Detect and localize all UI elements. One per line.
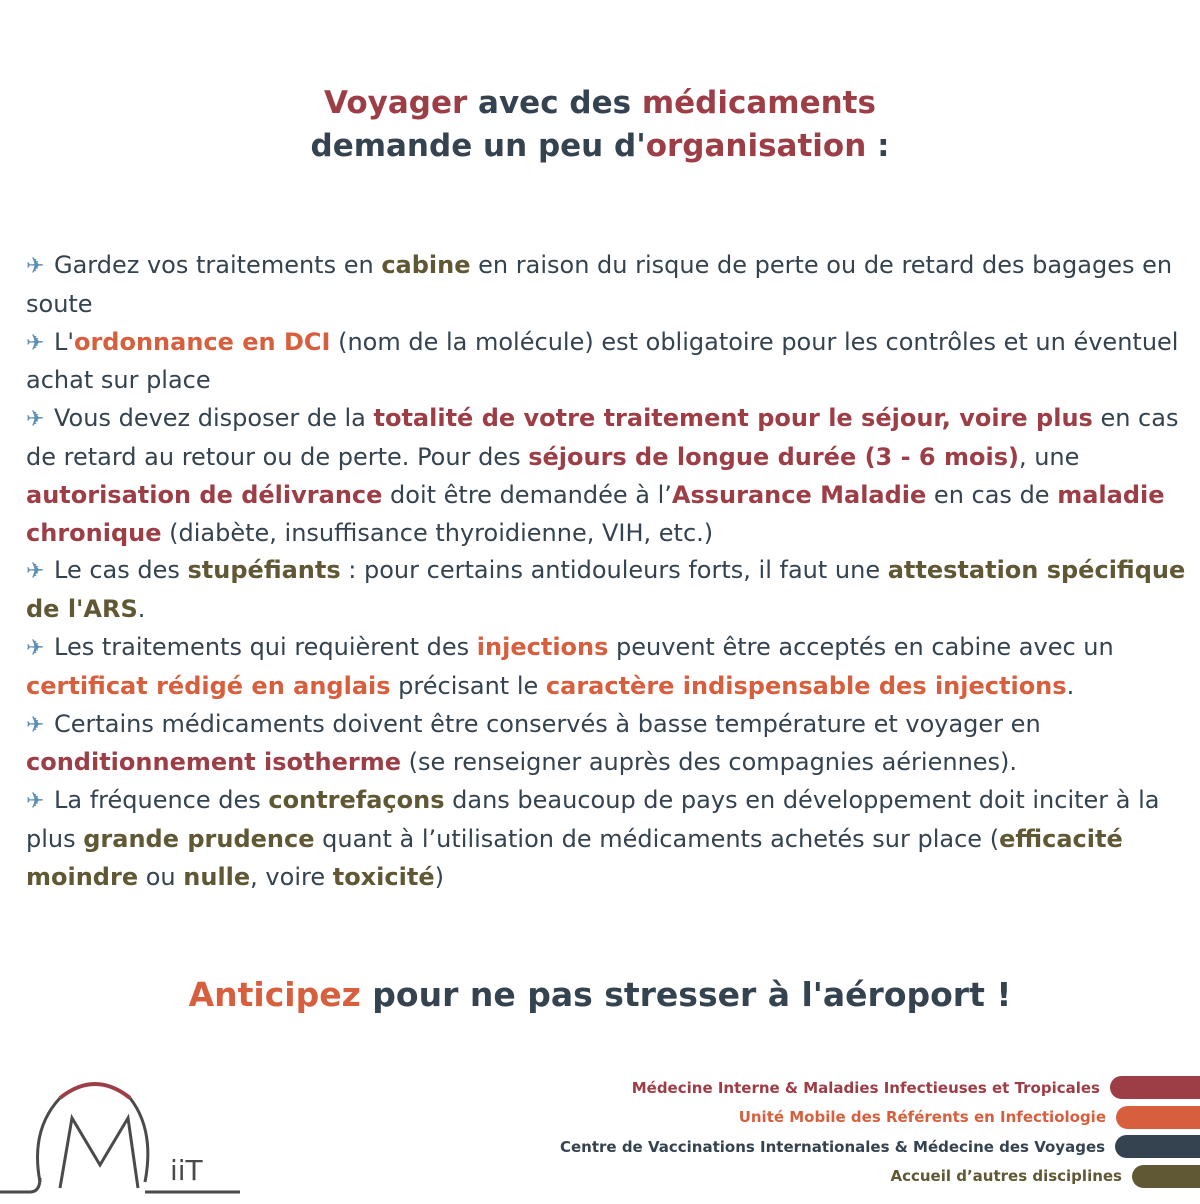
department-legend bbox=[560, 1074, 1200, 1192]
title-segment: Voyager bbox=[324, 85, 468, 121]
legend-row bbox=[560, 1133, 1200, 1160]
advice-item bbox=[26, 706, 1186, 783]
advice-text: Certains médicaments doivent être conservés à basse température et voyager en bbox=[54, 709, 1041, 738]
advice-text: Les traitements qui requièrent des bbox=[54, 632, 477, 661]
miit-logo bbox=[0, 1070, 240, 1200]
highlight-text: cabine bbox=[381, 251, 471, 279]
closing-message bbox=[0, 975, 1200, 1014]
highlight-text: attestation spécifique de l'ARS bbox=[26, 556, 1186, 624]
advice-text: en raison du risque de perte ou de retard des bagages en soute bbox=[26, 251, 1173, 318]
highlight-text: autorisation de délivrance bbox=[26, 480, 383, 509]
highlight-text: caractère indispensable des injections bbox=[545, 671, 1067, 700]
highlight-text: conditionnement isotherme bbox=[26, 748, 401, 777]
advice-item bbox=[26, 552, 1186, 629]
advice-item bbox=[26, 629, 1186, 706]
page-title bbox=[0, 82, 1200, 168]
legend-row bbox=[560, 1074, 1200, 1101]
advice-text: L' bbox=[54, 327, 74, 356]
advice-text: précisant le bbox=[390, 671, 546, 700]
legend-color-bar bbox=[1116, 1106, 1200, 1129]
airplane-icon: ✈ bbox=[26, 330, 45, 356]
advice-list bbox=[26, 247, 1186, 897]
highlight-text: séjours de longue durée (3 - 6 mois) bbox=[528, 442, 1019, 471]
advice-text: en cas de retard au retour ou de perte. Pour des bbox=[26, 404, 1179, 471]
title-line-2 bbox=[0, 125, 1200, 168]
highlight-text: maladie chronique bbox=[26, 480, 1165, 547]
advice-text: (se renseigner auprès des compagnies aériennes). bbox=[401, 748, 1018, 777]
advice-text: dans beaucoup de pays en développement doit inciter à la plus bbox=[26, 786, 1160, 853]
closing-highlight: Anticipez bbox=[188, 975, 361, 1014]
legend-label: Centre de Vaccinations Internationales & Médecine des Voyages bbox=[560, 1137, 1106, 1156]
title-segment: médicaments bbox=[641, 85, 876, 121]
highlight-text: nulle bbox=[183, 862, 251, 891]
advice-text: ou bbox=[138, 862, 184, 891]
highlight-text: ordonnance en DCI bbox=[73, 327, 331, 356]
title-segment: organisation bbox=[645, 128, 867, 164]
advice-text: Le cas des bbox=[54, 556, 188, 585]
airplane-icon: ✈ bbox=[26, 254, 45, 279]
airplane-icon: ✈ bbox=[26, 789, 45, 815]
advice-text: : pour certains antidouleurs forts, il faut une bbox=[340, 556, 888, 585]
highlight-text: grande prudence bbox=[83, 824, 315, 853]
advice-text: La fréquence des bbox=[54, 786, 269, 815]
logo-text: iiT bbox=[170, 1154, 203, 1187]
advice-text: en cas de bbox=[926, 480, 1058, 509]
advice-text: Gardez vos traitements en bbox=[54, 251, 382, 279]
legend-color-bar bbox=[1110, 1076, 1200, 1099]
highlight-text: contrefaçons bbox=[268, 786, 445, 815]
title-segment: avec des bbox=[467, 85, 642, 121]
legend-row bbox=[560, 1104, 1200, 1131]
highlight-text: stupéfiants bbox=[187, 556, 341, 585]
legend-color-bar bbox=[1115, 1135, 1200, 1158]
highlight-text: certificat rédigé en anglais bbox=[26, 671, 391, 700]
airplane-icon: ✈ bbox=[26, 712, 45, 738]
advice-text: ) bbox=[434, 862, 444, 891]
highlight-text: Assurance Maladie bbox=[671, 480, 927, 509]
legend-label: Unité Mobile des Référents en Infectiologie bbox=[738, 1108, 1106, 1126]
closing-text: pour ne pas stresser à l'aéroport ! bbox=[360, 975, 1012, 1014]
advice-text: . bbox=[137, 595, 146, 624]
legend-label: Médecine Interne & Maladies Infectieuses et Tropicales bbox=[631, 1078, 1100, 1097]
advice-text: . bbox=[1066, 671, 1075, 700]
legend-color-bar bbox=[1132, 1165, 1200, 1188]
airplane-icon: ✈ bbox=[26, 407, 45, 433]
legend-label: Accueil d’autres disciplines bbox=[890, 1167, 1122, 1185]
highlight-text: toxicité bbox=[332, 862, 435, 891]
highlight-text: injections bbox=[476, 632, 609, 661]
advice-item bbox=[26, 324, 1186, 401]
advice-item bbox=[26, 782, 1186, 896]
highlight-text: totalité de votre traitement pour le séjour, voire plus bbox=[373, 404, 1093, 433]
advice-text: Vous devez disposer de la bbox=[54, 404, 374, 433]
advice-item bbox=[26, 247, 1186, 324]
highlight-text: efficacité moindre bbox=[26, 824, 1123, 891]
advice-text: peuvent être acceptés en cabine avec un bbox=[608, 632, 1114, 661]
advice-text: (nom de la molécule) est obligatoire pour les contrôles et un éventuel achat sur place bbox=[26, 327, 1179, 395]
title-segment: demande un peu d' bbox=[310, 128, 646, 164]
advice-text: quant à l’utilisation de médicaments achetés sur place ( bbox=[314, 824, 1000, 853]
title-line-1 bbox=[0, 82, 1200, 125]
advice-text: doit être demandée à l’ bbox=[382, 480, 672, 509]
advice-text: , voire bbox=[250, 862, 333, 891]
logo-graphic bbox=[0, 1070, 240, 1200]
airplane-icon: ✈ bbox=[26, 559, 45, 585]
airplane-icon: ✈ bbox=[26, 635, 45, 661]
advice-text: (diabète, insuffisance thyroidienne, VIH, etc.) bbox=[161, 518, 714, 547]
advice-item bbox=[26, 400, 1186, 552]
legend-row bbox=[560, 1163, 1200, 1190]
advice-text: , une bbox=[1018, 442, 1080, 471]
title-segment: : bbox=[866, 128, 890, 164]
